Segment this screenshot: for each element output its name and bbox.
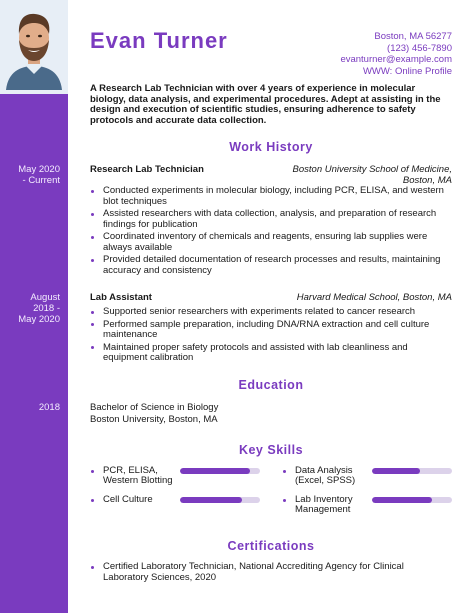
education-year: 2018 [38,402,60,413]
job-1-dates: May 2020 - Current [18,164,60,186]
job-2-dates: August 2018 - May 2020 [18,292,60,325]
education-degree: Bachelor of Science in Biology [90,402,219,413]
list-item: Coordinated inventory of chemicals and reagents, ensuring lab supplies were always available [90,232,450,253]
contact-email[interactable]: evanturner@example.com [340,54,452,65]
skill-level-fill [180,468,250,474]
job-2-company: Harvard Medical School, Boston, MA [296,292,452,303]
job-1-company: Boston University School of Medicine, Boston, MA [292,164,452,186]
list-item: Assisted researchers with data collection, analysis, and preparation of research findings for publication [90,209,450,230]
job-2-bullets [90,307,450,366]
certifications-heading: Certifications [227,539,315,553]
list-item: Maintained proper safety protocols and assisted with lab cleanliness and equipment calibration [90,343,450,364]
skill-level-bar [180,497,260,503]
contact-address: Boston, MA 56277 [374,31,452,42]
list-item: Supported senior researchers with experiments related to cancer research [90,307,450,318]
bullet-icon [91,470,94,473]
profile-photo [4,4,64,90]
candidate-name: Evan Turner [90,28,228,53]
work-history-heading: Work History [229,140,313,154]
skill-level-fill [180,497,242,503]
job-2-title: Lab Assistant [90,292,152,303]
education-heading: Education [238,378,304,392]
certifications-list [90,562,450,585]
list-item: Certified Laboratory Technician, National Accrediting Agency for Clinical Laboratory Sciences, 2020 [90,562,450,583]
skill-level-fill [372,497,432,503]
contact-block [340,31,452,77]
job-1-title: Research Lab Technician [90,164,204,175]
list-item: Provided detailed documentation of research processes and results, maintaining accuracy and consistency [90,255,450,276]
skill-level-fill [372,468,420,474]
contact-website[interactable]: WWW: Online Profile [362,65,452,77]
bullet-icon [283,499,286,502]
skill-level-bar [372,468,452,474]
bullet-icon [283,470,286,473]
contact-phone: (123) 456-7890 [387,42,452,54]
professional-summary: A Research Lab Technician with over 4 years of experience in molecular biology, data analysis, and experimental procedures. Adept at assisting in the design and execution of scientific studies, ensuring adherence to safety protocols and accurate data collection. [90,83,441,126]
education-entry [90,402,218,425]
list-item: Conducted experiments in molecular biology, including PCR, ELISA, and western blot techniques [90,186,450,207]
key-skills-heading: Key Skills [238,443,304,457]
job-1-bullets [90,186,450,278]
list-item: Performed sample preparation, including DNA/RNA extraction and cell culture maintenance [90,320,450,341]
skill-level-bar [180,468,260,474]
skill-level-bar [372,497,452,503]
education-school: Boston University, Boston, MA [90,413,218,425]
bullet-icon [91,499,94,502]
